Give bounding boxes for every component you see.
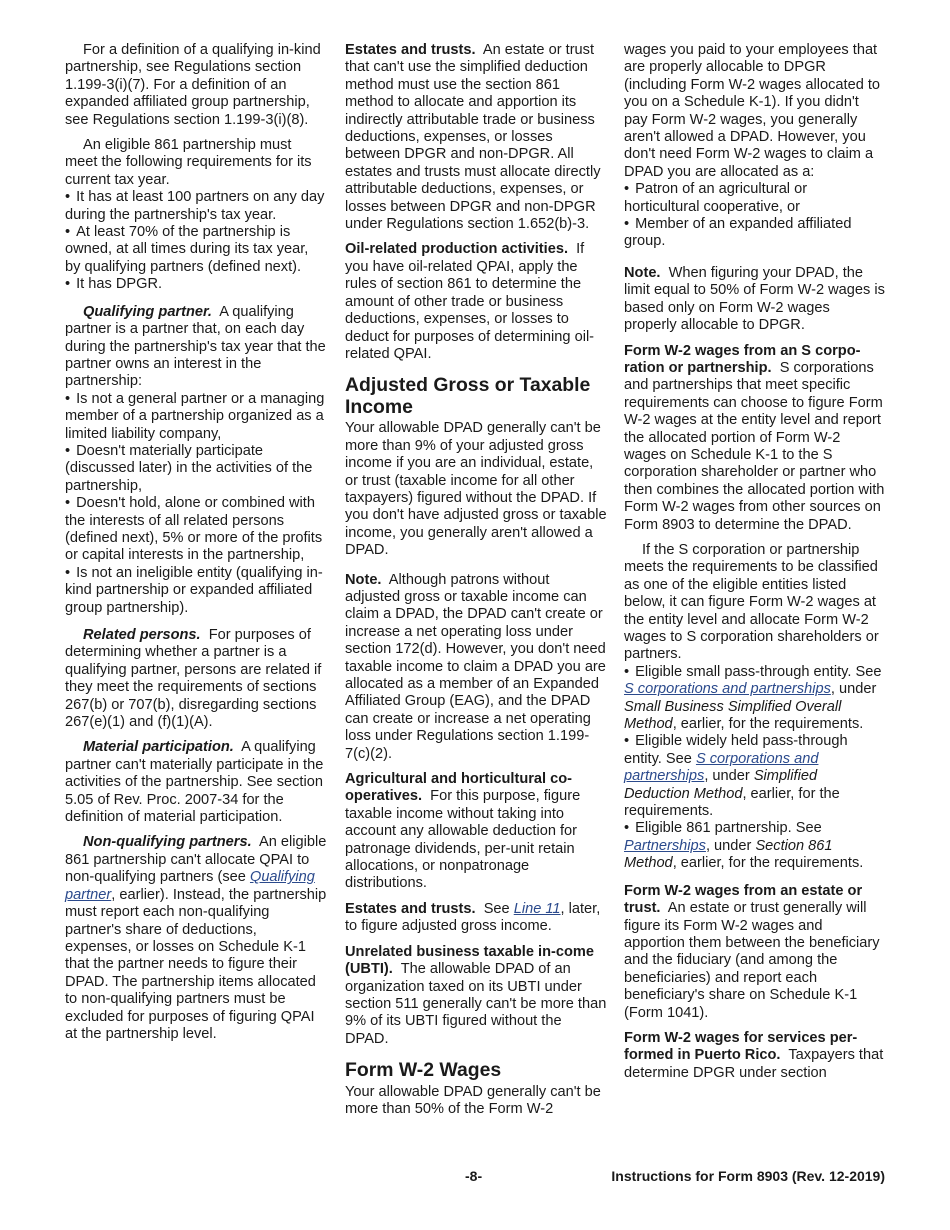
- text: , earlier). Instead, the partnership must report each non-qualifying partner's share of deductions, expenses, or losses on Schedule K-1 that the partner needs to figure their DPAD. The partnership items allocated to non-qualifying partners must be excluded for purposes of figuring QPAI at the partnership level.: [65, 886, 327, 1042]
- estate-trust-w2-paragraph: [624, 883, 886, 1022]
- run-in-heading: Material participation.: [83, 739, 234, 756]
- oil-related-paragraph: [345, 241, 608, 363]
- text: , under: [705, 837, 752, 854]
- run-in-heading: Form W-2 wages from an estate or trust.: [624, 882, 863, 917]
- text: , earlier, for the requirements.: [672, 855, 864, 872]
- text: , later, to figure adjusted gross income.: [345, 900, 601, 935]
- text: The allowable DPAD of an organization taxed on its UBTI under section 511 generally can't be more than 9% of its UBTI figured without the DPAD.: [345, 961, 607, 1047]
- text: , under: [704, 768, 750, 785]
- column-3: [624, 42, 886, 1090]
- italic-text: Simplified Deduction Method: [624, 768, 818, 802]
- text: An estate or trust generally will figure its Form W-2 wages and apportion them between the beneficiary and the fiduciary (and among the beneficiaries) and report each beneficiary's share on Schedule K-1 (Form 1041).: [624, 900, 880, 1021]
- cooperatives-paragraph: [345, 771, 608, 893]
- bullet-item: [624, 733, 886, 820]
- paragraph: Your allowable DPAD generally can't be more than 9% of your adjusted gross income if you are an individual, estate, or trust (taxable income for all other taxpayers) figured without the DPAD. If you don't have adjusted gross or taxable income, you generally aren't allowed a DPAD.: [345, 420, 607, 559]
- note-paragraph: [624, 265, 886, 335]
- italic-text: Section 861 Method: [624, 837, 833, 872]
- paragraph: If the S corporation or partnership meets the requirements to be classified as one of the eligible entities listed below, it can figure Form W-2 wages at the entity level and allocate Form W-2 wages to S corporation shareholders or partners.: [624, 541, 879, 663]
- bullet-item: • Member of an expanded affiliated group.: [624, 216, 886, 251]
- text: When figuring your DPAD, the limit equal to 50% of Form W-2 wages is based only on Form W-2 wages properly allocable to DPGR.: [624, 264, 885, 334]
- qualifying-partner-paragraph: [65, 304, 327, 391]
- text: If you have oil-related QPAI, apply the rules of section 861 to determine the amount of other trade or business deductions, expenses, or losses to deduct for purposes of determining oil-related QPAI.: [345, 241, 595, 362]
- run-in-heading: Form W-2 wages from an S corpo-ration or partnership.: [624, 342, 861, 376]
- qualifying-partner-link[interactable]: Qualifying partner: [65, 869, 315, 903]
- bullet-item: • It has at least 100 partners on any day during the partnership's tax year.: [65, 189, 327, 224]
- text: A qualifying partner is a partner that, on each day during the partnership's tax year that the partner owns an interest in the partnership:: [65, 303, 326, 390]
- text: Eligible small pass-through entity. See: [635, 663, 882, 680]
- text: , earlier, for the requirements.: [672, 716, 864, 733]
- text: Eligible 861 partnership. See: [635, 820, 822, 837]
- s-corporations-link[interactable]: S corporations and partnerships: [624, 750, 819, 785]
- document-title: Instructions for Form 8903 (Rev. 12-2019): [611, 1168, 885, 1184]
- s-corporations-link[interactable]: S corporations and partnerships: [624, 681, 831, 698]
- related-persons-paragraph: [65, 627, 327, 731]
- run-in-heading: Agricultural and horticultural co-operatives.: [345, 771, 573, 805]
- run-in-heading: Unrelated business taxable in-come (UBTI).: [345, 943, 594, 978]
- run-in-heading: Note.: [345, 571, 382, 588]
- paragraph: wages you paid to your employees that are properly allocable to DPGR (including Form W-2 wages allocated to you on a Schedule K-1). If you didn't pay Form W-2 wages, you generally aren't allowed a DPAD. However, you don't need Form W-2 wages to claim a DPAD you are allocated as a:: [624, 42, 881, 180]
- italic-text: Small Business Simplified Overall Method: [624, 698, 842, 733]
- run-in-heading: Note.: [624, 264, 661, 281]
- column-2: [345, 42, 608, 1126]
- run-in-heading: Estates and trusts.: [345, 42, 476, 58]
- text: For purposes of determining whether a partner is a qualifying partner, persons are related if they meet the requirements of sections 267(b) or 707(b), disregarding sections 267(e)(1) and (f)(1)(A).: [65, 627, 322, 731]
- section-heading-agi: Adjusted Gross or Taxable Income: [345, 374, 591, 418]
- line-11-link[interactable]: Line 11: [513, 900, 561, 917]
- bullet-item: • Patron of an agricultural or horticultural cooperative, or: [624, 181, 886, 216]
- text: An estate or trust that can't use the simplified deduction method must use the section 861 method to allocate and apportion its indirectly attributable trade or business deductions, expenses, or losses between DPGR and non-DPGR. All estates and trusts must allocate directly attributable deductions, expenses, or losses between DPGR and non-DPGR under Regulations section 1.652(b)-3.: [345, 42, 601, 233]
- run-in-heading: Related persons.: [83, 627, 201, 643]
- run-in-heading: Estates and trusts.: [345, 900, 476, 917]
- text: Although patrons without adjusted gross or taxable income can claim a DPAD, the DPAD can't create or increase a net operating loss under section 172(d). However, you don't need taxable income to claim a DPAD you are allocated as a member of an Expanded Affiliated Group (EAG), and the DPAD can create or increase a net operating loss under Regulations section 1.199-7(c)(2).: [345, 571, 606, 762]
- run-in-heading: Form W-2 wages for services per-formed in Puerto Rico.: [624, 1029, 858, 1064]
- bullet-item: • It has DPGR.: [65, 276, 327, 293]
- page-number: -8-: [465, 1168, 483, 1184]
- bullet-item: • Is not an ineligible entity (qualifying in-kind partnership or expanded affiliated group partnership).: [65, 565, 327, 617]
- text: See: [483, 900, 510, 917]
- partnerships-link[interactable]: Partnerships: [624, 837, 706, 854]
- text: Eligible widely held pass-through entity. See: [624, 733, 848, 767]
- paragraph: Your allowable DPAD generally can't be more than 50% of the Form W-2: [345, 1083, 601, 1118]
- paragraph: An eligible 861 partnership must meet the following requirements for its current tax year.: [65, 137, 312, 188]
- bullet-item: [624, 820, 886, 872]
- estates-trusts-agi-paragraph: [345, 901, 608, 936]
- text: , earlier, for the requirements.: [624, 785, 840, 820]
- text: An eligible 861 partnership can't allocate QPAI to non-qualifying partners (see: [65, 834, 327, 886]
- column-1: [65, 42, 327, 1051]
- text: S corporations and partnerships that meet specific requirements can choose to figure Form W-2 wages at the entity level and report the allocated portion of Form W-2 wages on Schedule K-1 to the S corporation shareholder or partner who then combines the allocated portion with Form W-2 wages from other sources on Form 8903 to determine the DPAD.: [624, 359, 885, 533]
- section-heading-w2-wages: Form W-2 Wages: [345, 1059, 502, 1082]
- text: Taxpayers that determine DPGR under section: [624, 1047, 884, 1081]
- ubti-paragraph: [345, 944, 608, 1048]
- run-in-heading: Qualifying partner.: [83, 303, 212, 320]
- paragraph: For a definition of a qualifying in-kind partnership, see Regulations section 1.199-3(i)(7). For a definition of an expanded affiliated group partnership, see Regulations section 1.199-3(i)(8).: [65, 42, 321, 128]
- material-participation-paragraph: [65, 739, 327, 826]
- note-paragraph: [345, 572, 608, 763]
- s-corp-paragraph: [624, 343, 886, 534]
- run-in-heading: Non-qualifying partners.: [83, 834, 252, 851]
- non-qualifying-paragraph: [65, 834, 327, 1043]
- run-in-heading: Oil-related production activities.: [345, 241, 569, 258]
- text: , under: [830, 681, 877, 698]
- text: A qualifying partner can't materially participate in the activities of the partnership. See section 5.05 of Rev. Proc. 2007-34 for the definition of material participation.: [65, 739, 324, 826]
- bullet-item: • Is not a general partner or a managing member of a partnership organized as a limited liability company,: [65, 391, 327, 443]
- bullet-item: • Doesn't materially participate (discussed later) in the activities of the partnership,: [65, 443, 327, 495]
- bullet-item: [624, 664, 886, 734]
- text: For this purpose, figure taxable income without taking into account any allowable deduction for patronage dividends, per-unit retain allocations, or nonpatronage distributions.: [345, 788, 581, 892]
- puerto-rico-paragraph: [624, 1030, 886, 1082]
- bullet-item: • Doesn't hold, alone or combined with the interests of all related persons (defined next), 5% or more of the profits or capital interests in the partnership,: [65, 495, 327, 565]
- bullet-item: • At least 70% of the partnership is owned, at all times during its tax year, by qualifying partners (defined next).: [65, 224, 327, 276]
- estates-trusts-paragraph: [345, 42, 608, 233]
